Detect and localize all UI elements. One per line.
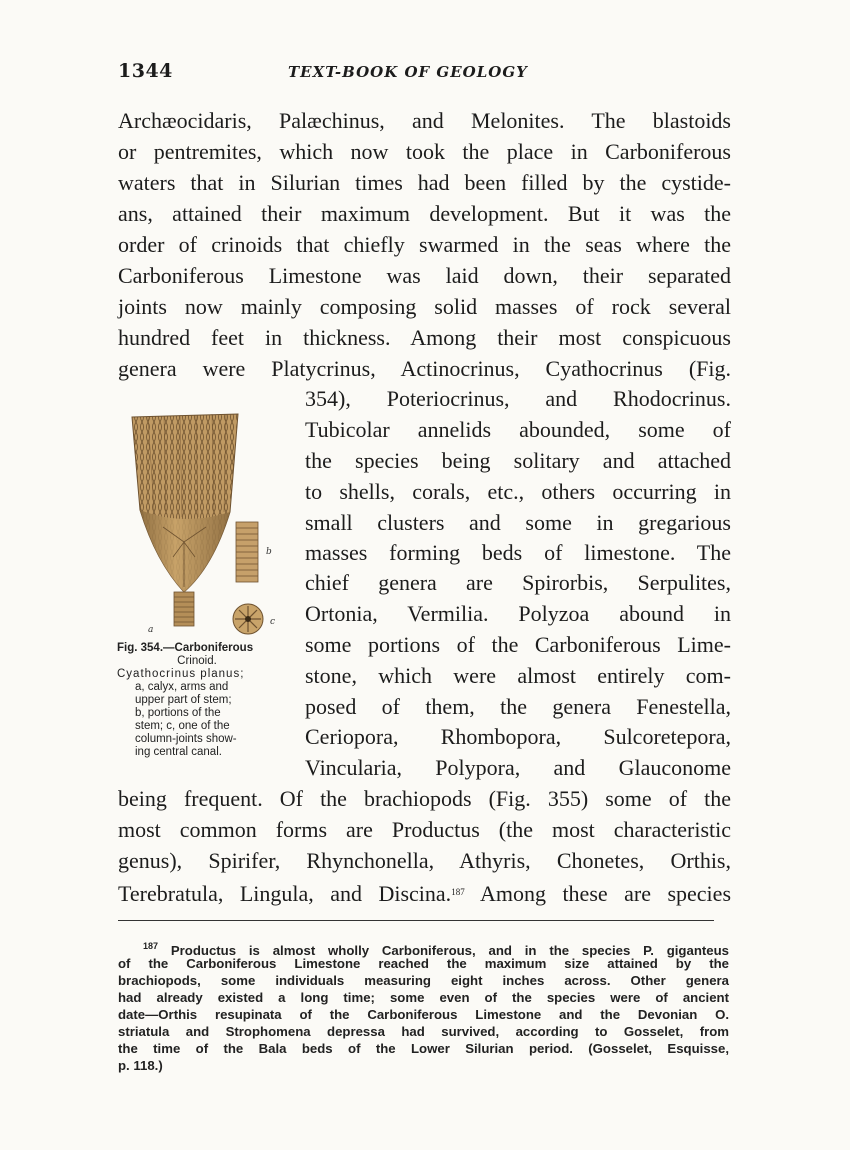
body-line: most common forms are Productus (the most characteristic (118, 817, 731, 842)
body-text-span: Terebratula, Lingula, and Discina. (118, 881, 452, 906)
footnote-line: had already existed a long time; some even of the species were of ancient (118, 990, 729, 1005)
body-line: hundred feet in thickness. Among their most conspicuous (118, 325, 731, 350)
figure-label-b: b (266, 547, 272, 557)
body-line: Archæocidaris, Palæchinus, and Melonites. The blastoids (118, 108, 731, 133)
calyx-drawing (132, 414, 238, 592)
body-text-span: Among these are species (464, 881, 731, 906)
page-number: 1344 (118, 60, 173, 82)
figure-label-a: a (148, 625, 154, 635)
footnote-divider (118, 920, 714, 921)
footnote-line: of the Carboniferous Limestone reached the maximum size attained by the (118, 956, 729, 971)
footnote-text: Productus is almost wholly Carboniferous, and in the species P. giganteus (170, 943, 729, 958)
body-line: some portions of the Carboniferous Lime- (305, 632, 731, 657)
body-line: ans, attained their maximum development. But it was the (118, 201, 731, 226)
body-line: genera were Platycrinus, Actinocrinus, Cyathocrinus (Fig. (118, 356, 731, 381)
body-line: waters that in Silurian times had been filled by the cystide- (118, 170, 731, 195)
body-line: masses forming beds of limestone. The (305, 540, 731, 565)
caption-line: Crinoid. (177, 655, 217, 667)
body-line: the species being solitary and attached (305, 448, 731, 473)
caption-line: column-joints show- (135, 733, 237, 745)
column-joint-drawing (233, 604, 263, 634)
figure-caption (117, 642, 297, 759)
footnote-line: the time of the Bala beds of the Lower Silurian period. (Gosselet, Esquisse, (118, 1041, 729, 1056)
caption-line: upper part of stem; (135, 694, 232, 706)
body-line: being frequent. Of the brachiopods (Fig. 355) some of the (118, 786, 731, 811)
body-line: Carboniferous Limestone was laid down, their separated (118, 263, 731, 288)
caption-line: Fig. 354.—Carboniferous (117, 642, 254, 654)
caption-line: b, portions of the (135, 707, 221, 719)
body-line: chief genera are Spirorbis, Serpulites, (305, 570, 731, 595)
page-header (118, 60, 730, 90)
body-line: genus), Spirifer, Rhynchonella, Athyris, Chonetes, Orthis, (118, 848, 731, 873)
body-line: order of crinoids that chiefly swarmed in the seas where the (118, 232, 731, 257)
body-line: or pentremites, which now took the place in Carboniferous (118, 139, 731, 164)
body-line-last (118, 877, 731, 907)
footnote-line (143, 938, 729, 958)
stem-portion-drawing (236, 522, 258, 582)
body-line: Tubicolar annelids abounded, some of (305, 417, 731, 442)
body-line: 354), Poteriocrinus, and Rhodocrinus. (305, 386, 731, 411)
caption-line: Cyathocrinus planus; (117, 668, 245, 680)
body-line: Ceriopora, Rhombopora, Sulcoretepora, (305, 724, 731, 749)
body-line: Vincularia, Polypora, and Glauconome (305, 755, 731, 780)
body-line: small clusters and some in gregarious (305, 510, 731, 535)
body-line: to shells, corals, etc., others occurring in (305, 479, 731, 504)
figure-label-c: c (270, 617, 276, 627)
footnote-line: p. 118.) (118, 1058, 163, 1073)
footnote-reference: 187 (451, 887, 465, 897)
footnote-line: striatula and Strophomena depressa had survived, according to Gosselet, from (118, 1024, 729, 1039)
caption-line: stem; c, one of the (135, 720, 230, 732)
caption-line: a, calyx, arms and (135, 681, 229, 693)
caption-line: ing central canal. (135, 746, 222, 758)
body-line: stone, which were almost entirely com- (305, 663, 731, 688)
footnote-line: date—Orthis resupinata of the Carboniferous Limestone and the Devonian O. (118, 1007, 729, 1022)
stem-drawing (174, 592, 194, 626)
body-line: posed of them, the genera Fenestella, (305, 694, 731, 719)
footnote-line: brachiopods, some individuals measuring eight inches across. Other genera (118, 973, 729, 988)
body-line: joints now mainly composing solid masses of rock several (118, 294, 731, 319)
crinoid-illustration (118, 392, 298, 642)
footnote-marker: 187 (143, 941, 159, 951)
body-line: Ortonia, Vermilia. Polyzoa abound in (305, 601, 731, 626)
running-title: TEXT-BOOK OF GEOLOGY (288, 63, 528, 81)
